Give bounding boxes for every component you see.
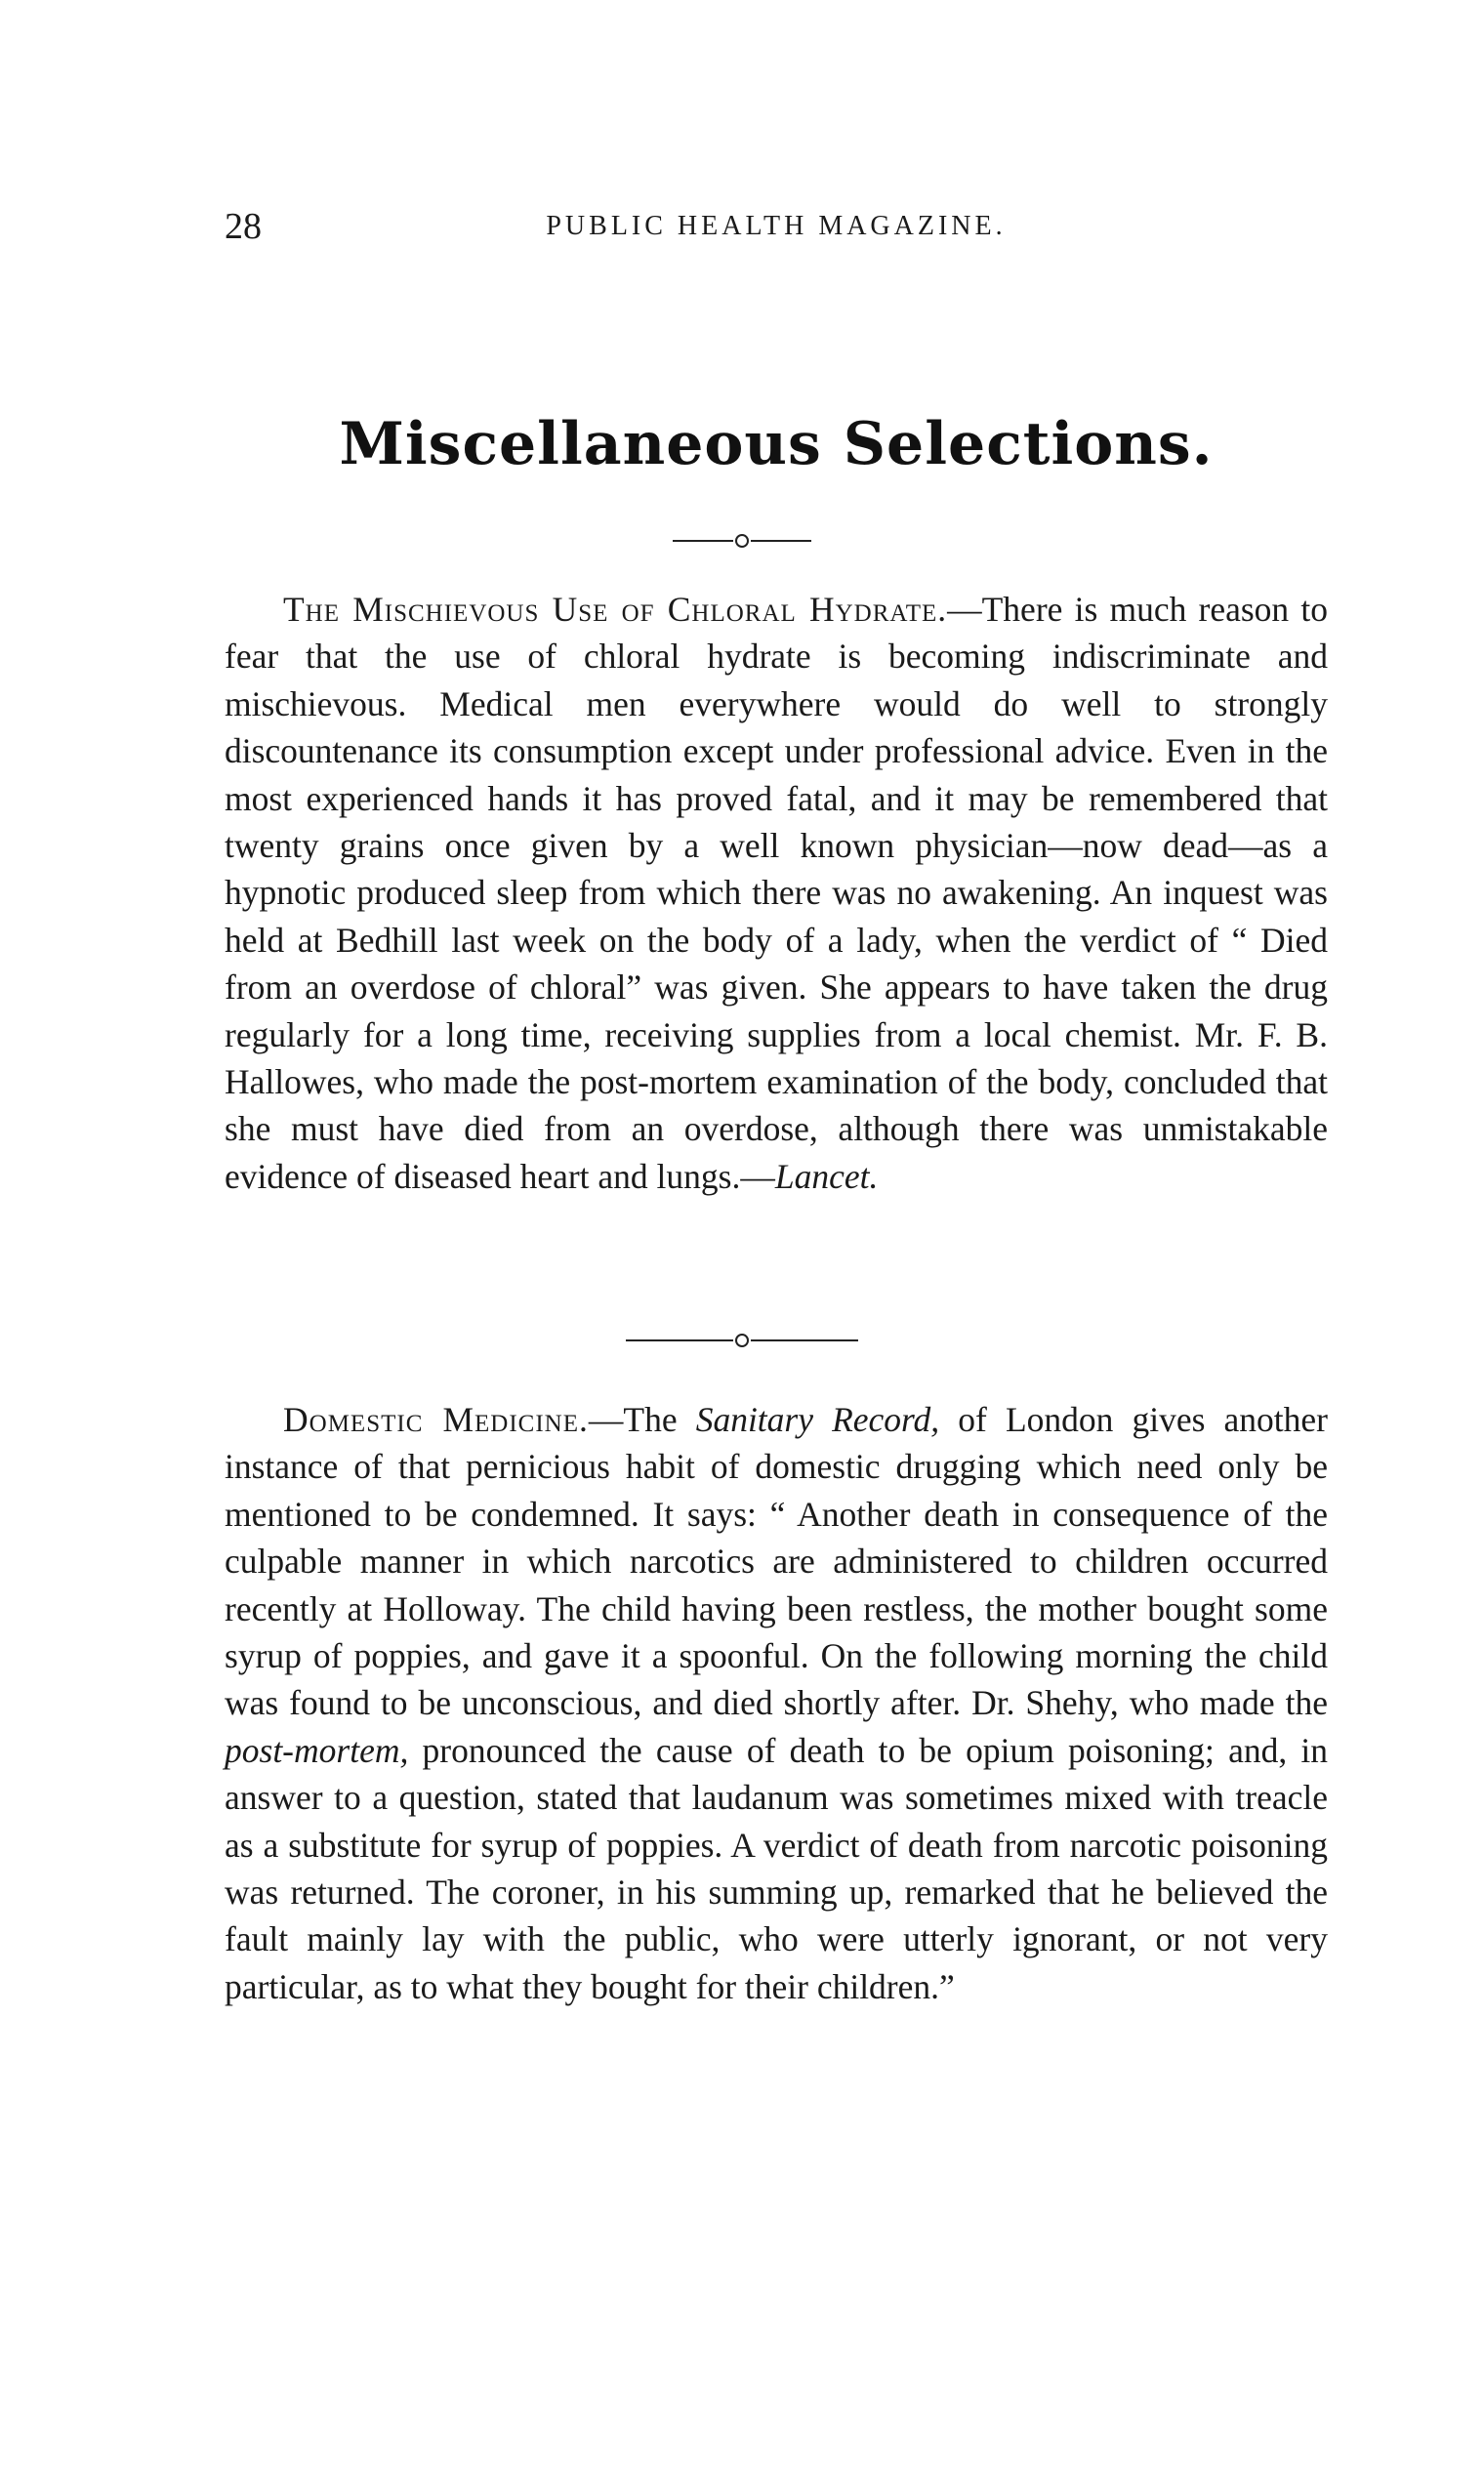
article-body: of London gives another instance of that pernicious habit of domestic drugging which need only be mentioned to be condemned. It says: “ Another death in consequence of the culpable manner in which narcotics are administered to children occurred recently at Holloway. The child having been restless, the mother bought some syrup of poppies, and gave it a spoonful. On the following morning the child was found to be unconscious, and died shortly after. Dr. Shehy, who made the xyxy=(225,1400,1328,1723)
article-body: —There is much reason to fear that the use of chloral hydrate is becoming indiscriminate and mischievous. Medical men everywhere would do well to strongly discountenance its consumption except under professional advice. Even in the most experienced hands it has proved fatal, and it may be remembered that twenty grains once given by a well known physician—now dead—as a hypnotic produced sleep from which there was no awakening. An inquest was held at Bedhill last week on the body of a lady, when the verdict of “ Died from an overdose of chloral” was given. She appears to have taken the drug regularly for a long time, receiving supplies from a local chemist. Mr. F. B. Hallowes, who made the post-mortem examination of the body, concluded that she must have died from an overdose, although there was unmistakable evidence of diseased heart and lungs.— xyxy=(225,590,1328,1196)
article-chloral-hydrate xyxy=(225,586,1328,1200)
article-paragraph xyxy=(225,1396,1328,2010)
page-number: 28 xyxy=(225,206,262,247)
ornament-ring-icon xyxy=(735,1334,749,1347)
article-intro: —The xyxy=(588,1400,696,1439)
article-term: post-mortem, xyxy=(225,1730,409,1770)
ornament-ring-icon xyxy=(735,534,749,548)
publication-name: Sanitary Record, xyxy=(695,1400,940,1439)
section-divider xyxy=(0,528,1484,550)
article-domestic-medicine xyxy=(225,1396,1328,2010)
article-paragraph xyxy=(225,586,1328,1200)
running-head xyxy=(225,205,1328,254)
article-source: Lancet. xyxy=(774,1156,879,1196)
magazine-title: PUBLIC HEALTH MAGAZINE. xyxy=(546,211,1007,241)
article-conclusion: pronounced the cause of death to be opium poisoning; and, in answer to a question, stated that laudanum was sometimes mixed with treacle as a substitute for syrup of poppies. A verdict of death from narcotic poisoning was returned. The coroner, in his summing up, remarked that he believed the fault mainly lay with the public, who were utterly ignorant, or not very particular, as to what they bought for their children.” xyxy=(225,1730,1328,2006)
section-title: Miscellaneous Selections. xyxy=(339,410,1214,478)
article-heading: Domestic Medicine. xyxy=(283,1400,589,1439)
article-divider xyxy=(0,1328,1484,1349)
article-heading: The Mischievous Use of Chloral Hydrate. xyxy=(283,590,948,629)
